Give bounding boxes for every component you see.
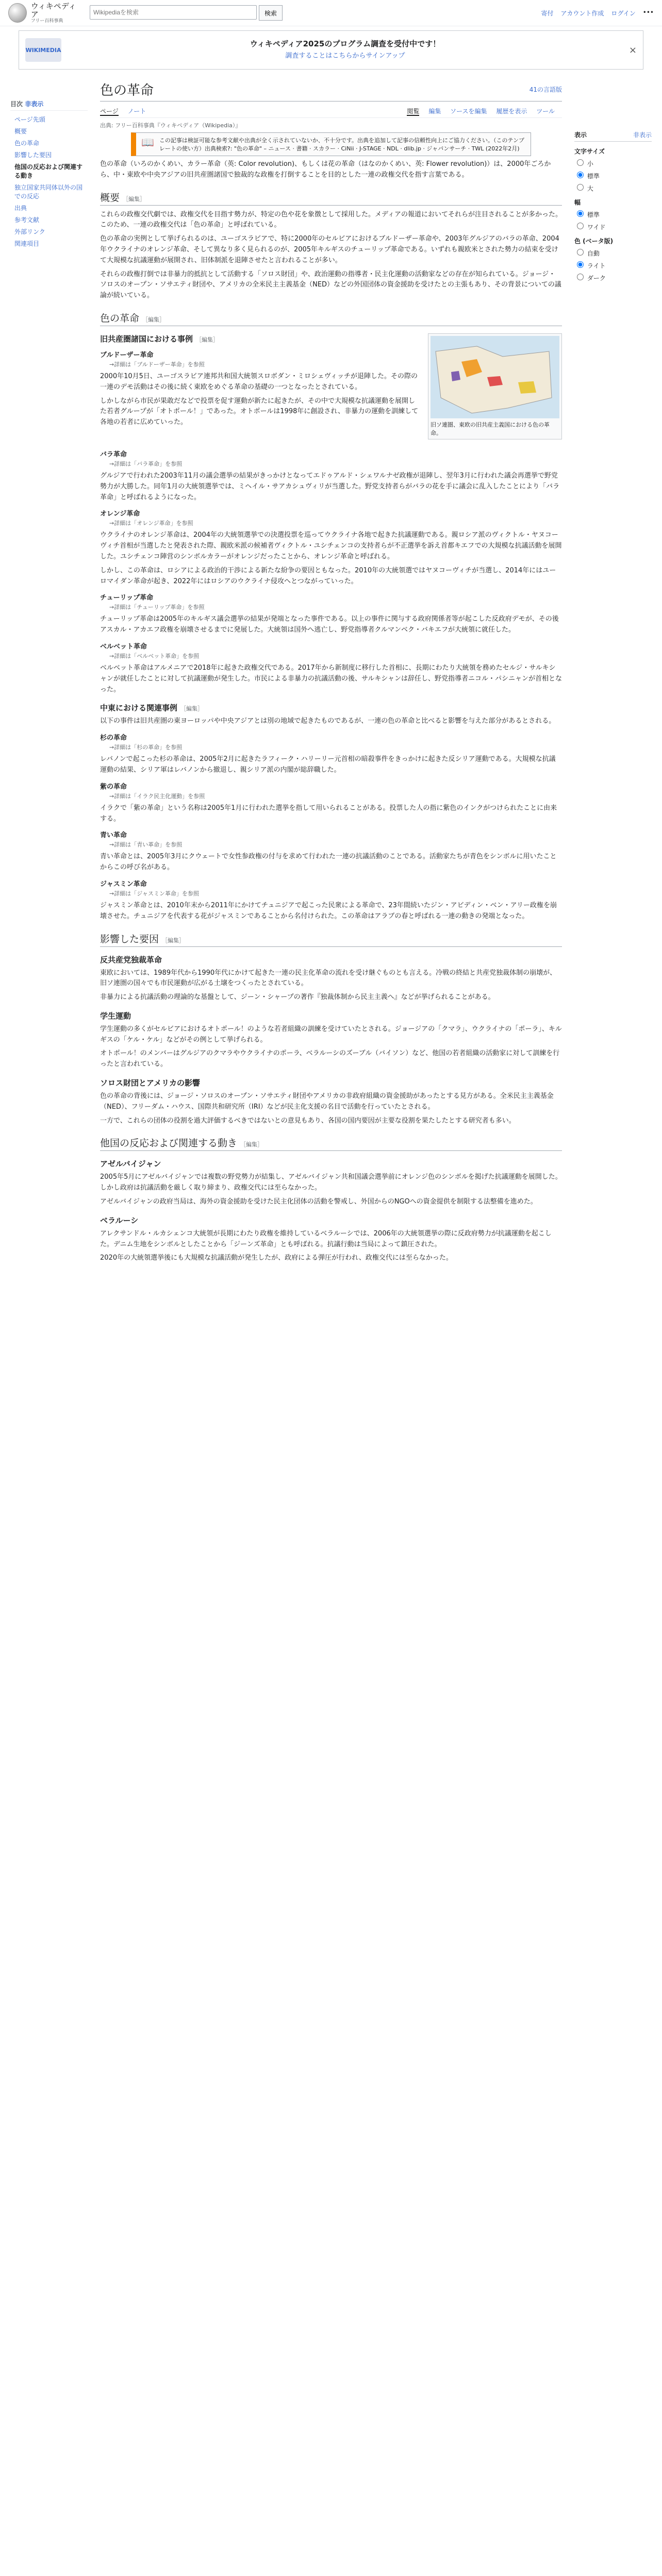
- case-heading: 紫の革命: [100, 783, 127, 791]
- color-group-title: 色 (ベータ版): [574, 238, 614, 245]
- see-also-note[interactable]: →詳細は「ブルドーザー革命」を参照: [109, 361, 205, 368]
- tab-history[interactable]: 履歴を表示: [496, 108, 527, 115]
- see-also-note[interactable]: →詳細は「杉の革命」を参照: [109, 744, 183, 751]
- paragraph: チューリップ革命は2005年のキルギス議会選挙の結果が発端となった事件である。以上の事件に関与する政府関係者等が起こした反政府デモが、その後アスカル・アカエフ政権を崩壊させるまでに発展した。大統領は国外へ逃亡し、野党指導者クルマンベク・バキエフが大統領に就任した。: [100, 615, 559, 634]
- paragraph: 2005年5月にアゼルバイジャンでは複数の野党勢力が結集し、アゼルバイジャン共和国議会選挙前にオレンジ色のシンボルを掲げた抗議運動を展開した。しかし政府は抗議活動を厳しく取り締まり、政権交代には至らなかった。: [100, 1173, 562, 1192]
- site-logo[interactable]: [8, 2, 80, 24]
- wikipedia-globe-icon: [8, 3, 27, 23]
- subsection-heading: 学生運動: [100, 1011, 131, 1021]
- toc-item[interactable]: 参考文献: [14, 216, 40, 224]
- toc-hide-button[interactable]: 非表示: [25, 100, 44, 108]
- case-heading: オレンジ革命: [100, 510, 140, 518]
- citation-needed-text: この記事は検証可能な参考文献や出典が全く示されていないか、不十分です。出典を追加して記事の信頼性向上にご協力ください。（このテンプレートの使い方）出典検索?: "色の革命" – ニュース · 書籍 · スカラー · CiNii · J-STAGE · NDL · dlib.jp · ジャパンサーチ · TWL (2022年2月): [159, 137, 524, 152]
- wikimedia-logo: WIKIMEDIA: [25, 38, 61, 62]
- paragraph: それらの政権打倒では非暴力的抵抗として活動する「ソロス財団」や、政治運動の指導者・民主化運動の活動家などの存在が知られている。ジョージ・ソロスのオープン・ソサエティ財団や、アメリカの全米民主主義基金（NED）などの外国団体の資金援助を受けたとの主張もあり、その背景についての議論が続いている。: [100, 270, 561, 300]
- login-link[interactable]: ログイン: [611, 9, 636, 17]
- paragraph: アレクサンドル・ルカシェンコ大統領が長期にわたり政権を維持しているベラルーシでは、2006年の大統領選挙の際に反政府勢力が抗議運動を起こした。デニム生地をシンボルとしたことから「ジーンズ革命」とも呼ばれる。抗議行動は当局によって鎮圧された。: [100, 1229, 552, 1248]
- tab-read[interactable]: 閲覧: [407, 108, 420, 115]
- book-icon: 📖: [141, 136, 154, 148]
- paragraph: 学生運動の多くがセルビアにおけるオトポール！のような若者組織の訓練を受けていたとされる。ジョージアの「クマラ」、ウクライナの「ポーラ」、キルギスの「ケル・ケル」などがその例として挙げられる。: [100, 1025, 562, 1044]
- article-content: [88, 74, 574, 1267]
- paragraph: 青い革命とは、2005年3月にクウェートで女性参政権の付与を求めて行われた一連の抗議活動のことである。活動家たちが青色をシンボルに用いたことからこの呼び名がある。: [100, 853, 557, 872]
- paragraph: グルジアで行われた2003年11月の議会選挙の結果がきっかけとなってエドゥアルド・シェワルナゼ政権が退陣し、翌年3月に行われた議会再選挙で野党勢力が大勝した。同年1月の大統領選挙では、ミヘイル・サアカシュヴィリが当選した。野党支持者らがバラの花を手に議会に乱入したことにより「バラ革命」と呼ばれるようになった。: [100, 471, 560, 501]
- toc-item[interactable]: ページ先頭: [14, 116, 45, 123]
- banner-title: ウィキペディア2025のプログラム調査を受付中です！: [250, 39, 441, 49]
- tab-edit-source[interactable]: ソースを編集: [450, 108, 487, 115]
- width-group-title: 幅: [574, 199, 581, 206]
- see-also-note[interactable]: →詳細は「バラ革命」を参照: [109, 460, 183, 467]
- paragraph: これらの政権交代劇では、政権交代を目指す勢力が、特定の色や花を象徴として採用した。メディアの報道においてそれらが注目されることが多かった。このため、一連の政権交代は「色の革命」と呼ばれている。: [100, 210, 562, 229]
- toc-item[interactable]: 独立国家共同体以外の国での反応: [14, 184, 83, 200]
- appearance-heading: 表示 非表示: [574, 130, 652, 142]
- case-heading: 青い革命: [100, 832, 127, 840]
- toc-heading: 目次 非表示: [10, 99, 88, 111]
- revolution-map[interactable]: [431, 336, 559, 418]
- paragraph: 以下の事件は旧共産圏の東ヨーロッパや中央アジアとは別の地域で起きたものであるが、一連の色の革命と比べると影響を与えた部分があるとされる。: [100, 717, 556, 725]
- appearance-hide-button[interactable]: 非表示: [633, 131, 652, 139]
- subsection-heading: アゼルバイジャン: [100, 1159, 161, 1169]
- paragraph: アゼルバイジャンの政府当局は、海外の資金援助を受けた民主化団体の活動を警戒し、外国からのNGOへの資金提供を制限する法整備を進めた。: [100, 1198, 537, 1206]
- citation-needed-box: [131, 132, 531, 156]
- search-button[interactable]: 検索: [259, 5, 283, 21]
- paragraph: しかし、この革命は、ロシアによる政治的干渉による新たな紛争の要因ともなった。2010年の大統領選ではヤヌコーヴィチが当選し、2014年にはユーロマイダン革命が起き、2022年にはロシアのウクライナ侵攻へとつながっていった。: [100, 566, 556, 585]
- text-size-group-title: 文字サイズ: [574, 148, 605, 155]
- search-input[interactable]: [90, 5, 257, 20]
- see-also-note[interactable]: →詳細は「青い革命」を参照: [109, 841, 183, 849]
- paragraph: しかしながら市民が果敢だなどで投票を促す運動が新たに起きたが、その中で大規模な抗議運動を展開した若者グループが「オトポール！」であった。オトポールは1998年に創設され、非暴力の運動を訓練して各地の若者に広めていった。: [100, 397, 419, 427]
- toc-item[interactable]: 色の革命: [14, 140, 40, 147]
- case-heading: ブルドーザー革命: [100, 351, 154, 359]
- banner-link[interactable]: 調査することはこちらからサインアップ: [285, 52, 405, 60]
- survey-banner: [19, 30, 643, 70]
- paragraph: ウクライナのオレンジ革命は、2004年の大統領選挙での決選投票を巡ってウクライナ各地で起きた抗議運動である。親ロシア派のヴィクトル・ヤヌコーヴィチ首相が当選したと発表された際、親欧米派の候補者ヴィクトル・ユシチェンコの支持者らが不正選挙を訴え首都キエフでの大規模な抗議活動を展開した。ユシチェンコ陣営のシンボルカラーがオレンジだったことから、オレンジ革命と呼ばれる。: [100, 531, 562, 561]
- close-icon[interactable]: ×: [628, 44, 637, 56]
- paragraph: 2000年10月5日、ユーゴスラビア連邦共和国大統領スロボダン・ミロシェヴィッチが退陣した。その際の一連のデモ活動はその後に続く東欧をめぐる革命の基礎の一つとなったとされている。: [100, 372, 418, 391]
- see-also-note[interactable]: →詳細は「オレンジ革命」を参照: [109, 520, 193, 527]
- case-heading: チューリップ革命: [100, 594, 154, 602]
- revolution-map-figure: [428, 333, 562, 439]
- edit-section-link[interactable]: ［編集］: [162, 937, 185, 944]
- edit-section-link[interactable]: ［編集］: [240, 1141, 263, 1148]
- paragraph: レバノンで起こった杉の革命は、2005年2月に起きたラフィーク・ハリーリー元首相の暗殺事件をきっかけに起きた反シリア運動である。大規模な抗議運動の結果、シリア軍はレバノンから撤退し、親シリア派の内閣が総辞職した。: [100, 755, 556, 774]
- paragraph: 色の革命の実例として挙げられるのは、ユーゴスラビアで、特に2000年のセルビアにおけるブルドーザー革命や、2003年グルジアのバラの革命、2004年ウクライナのオレンジ革命、そして異なり多く見られるのが、2005年キルギスのチューリップ革命である。いずれも親欧米とされた勢力の結束を受けて大規模な抗議運動が展開され、旧体制派を退陣させたと言われることが多い。: [100, 235, 559, 264]
- edit-section-link[interactable]: ［編集］: [123, 195, 146, 202]
- paragraph: オトポール！のメンバーはグルジアのクマラやウクライナのポーラ、ベラルーシのズーブル（バイソン）など、他国の若者組織の活動家に対して訓練を行ったと言われている。: [100, 1049, 560, 1069]
- paragraph: 非暴力による抗議活動の理論的な基盤として、ジーン・シャープの著作『独裁体制から民主主義へ』などが挙げられることがある。: [100, 993, 495, 1002]
- create-account-link[interactable]: アカウント作成: [560, 9, 604, 17]
- edit-section-link[interactable]: ［編集］: [180, 705, 204, 713]
- toc-item[interactable]: 出典: [14, 205, 27, 212]
- page-tabs: [100, 105, 562, 118]
- article-source-line: 出典: フリー百科事典『ウィキペディア（Wikipedia）』: [100, 122, 241, 129]
- page-title: 色の革命: [100, 83, 154, 98]
- tab-edit[interactable]: 編集: [428, 108, 441, 115]
- toc-item[interactable]: 概要: [14, 128, 27, 135]
- radio-option[interactable]: 小: [574, 158, 652, 168]
- tab-page[interactable]: ページ: [100, 108, 119, 115]
- paragraph: 色の革命の背後には、ジョージ・ソロスのオープン・ソサエティ財団やアメリカの非政府組織の資金援助があったとする見方がある。全米民主主義基金（NED）、フリーダム・ハウス、国際共和研究所（IRI）などが民主化支援の名目で活動を行っていたとされる。: [100, 1092, 554, 1111]
- see-also-note[interactable]: →詳細は「チューリップ革命」を参照: [109, 604, 205, 611]
- paragraph: ジャスミン革命とは、2010年末から2011年にかけてチュニジアで起こった民衆による革命で、23年間続いたジン・アビディン・ベン・アリー政権を崩壊させた。チュニジアを代表する花がジャスミンであることから名付けられた。この革命はアラブの春と呼ばれる一連の動きの発端となった。: [100, 901, 557, 920]
- case-heading: ジャスミン革命: [100, 880, 147, 888]
- subsection-heading: 中東における関連事例 ［編集］: [100, 703, 204, 713]
- appearance-sidebar: [574, 74, 652, 1267]
- see-also-note[interactable]: →詳細は「ベルベット革命」を参照: [109, 652, 200, 659]
- search-form: [90, 5, 283, 21]
- case-heading: ベルベット革命: [100, 642, 147, 651]
- site-subtitle: フリー百科事典: [30, 18, 63, 24]
- radio-option[interactable]: 標準: [574, 209, 652, 219]
- toc-item-active[interactable]: 他国の反応および関連する動き: [14, 163, 83, 179]
- radio-option[interactable]: 標準: [574, 170, 652, 180]
- intro-paragraph: 色の革命（いろのかくめい、カラー革命（英: Color revolution)、もしくは花の革命（はなのかくめい、英: Flower revolution)）は、2000年ごろから、中・東欧や中央アジアの旧共産圏諸国で独裁的な政権を打倒することを目的とした一連の政権交代を指す言葉である。: [100, 160, 551, 179]
- see-also-note[interactable]: →詳細は「イラク民主化運動」を参照: [109, 792, 205, 800]
- radio-option[interactable]: 自動: [574, 247, 652, 258]
- tab-tools[interactable]: ツール: [536, 108, 555, 115]
- subsection-heading: ベラルーシ: [100, 1215, 139, 1225]
- user-links: [541, 9, 654, 18]
- see-also-note[interactable]: →詳細は「ジャスミン革命」を参照: [109, 890, 199, 897]
- radio-option[interactable]: 大: [574, 182, 652, 193]
- more-menu-icon[interactable]: •••: [642, 8, 654, 16]
- tab-talk[interactable]: ノート: [127, 108, 146, 115]
- subsection-heading: ソロス財団とアメリカの影響: [100, 1078, 200, 1088]
- radio-option[interactable]: ダーク: [574, 272, 652, 282]
- paragraph: ベルベット革命はアルメニアで2018年に起きた政権交代である。2017年から新制度に移行した首相に、長期にわたり大統領を務めたセルジ・サルキシャンが就任したことに対して抗議運動が発生した。市民による非暴力の抗議活動の後、サルキシャンは辞任し、野党指導者ニコル・パシニャンが首相となった。: [100, 664, 562, 693]
- toc-sidebar: [10, 74, 88, 1267]
- map-caption: 旧ソ連圏、東欧の旧共産主義国における色の革命。: [431, 421, 550, 436]
- case-heading: バラ革命: [100, 450, 127, 459]
- paragraph: 東欧においては、1989年代から1990年代にかけて起きた一連の民主化革命の流れを受け継ぐものとも言える。冷戦の終結と共産党独裁体制の崩壊が、旧ソ連圏の国々でも市民運動が広がる土壌をつくったとされている。: [100, 969, 557, 988]
- section-heading: 色の革命 ［編集］: [100, 311, 562, 326]
- edit-section-link[interactable]: ［編集］: [196, 336, 219, 343]
- language-selector[interactable]: 41の言語版: [529, 86, 562, 93]
- header: [0, 0, 662, 26]
- toc-item[interactable]: 影響した要因: [14, 151, 52, 159]
- section-heading: 概要 ［編集］: [100, 190, 562, 206]
- case-heading: 杉の革命: [100, 734, 127, 742]
- paragraph: イラクで「紫の革命」という名称は2005年1月に行われた選挙を指して用いられることがある。投票した人の指に紫色のインクがつけられたことに由来する。: [100, 804, 557, 823]
- page-title-row: [100, 80, 562, 101]
- site-title: ウィキペディア: [30, 1, 76, 20]
- edit-section-link[interactable]: ［編集］: [142, 316, 166, 323]
- paragraph: 2020年の大統領選挙後にも大規模な抗議活動が発生したが、政府による弾圧が行われ、政権交代には至らなかった。: [100, 1254, 453, 1262]
- paragraph: 一方で、これらの団体の役割を過大評価するべきではないとの意見もあり、各国の国内要因が主要な役割を果たしたとする研究者も多い。: [100, 1116, 516, 1125]
- donate-link[interactable]: 寄付: [541, 9, 554, 17]
- toc-item[interactable]: 外部リンク: [14, 228, 45, 235]
- radio-option[interactable]: ライト: [574, 260, 652, 270]
- section-heading: 他国の反応および関連する動き ［編集］: [100, 1136, 562, 1151]
- subsection-heading: 反共産党独裁革命: [100, 955, 162, 964]
- section-heading: 影響した要因 ［編集］: [100, 931, 562, 947]
- subsection-heading: 旧共産圏諸国における事例 ［編集］: [100, 334, 219, 344]
- radio-option[interactable]: ワイド: [574, 221, 652, 231]
- toc-item[interactable]: 関連項目: [14, 240, 40, 247]
